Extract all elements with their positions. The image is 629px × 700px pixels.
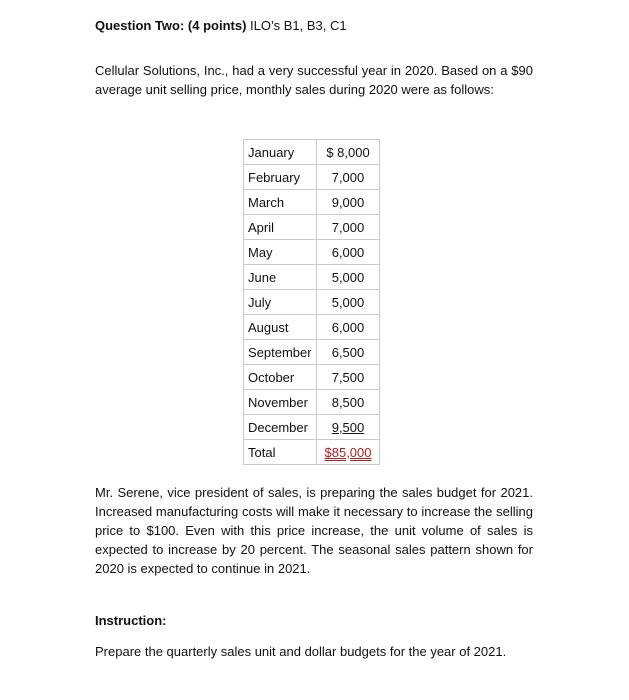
sales-cell: 7,500 bbox=[317, 365, 380, 390]
month-cell: September bbox=[244, 340, 317, 365]
month-cell: June bbox=[244, 265, 317, 290]
question-heading bbox=[95, 18, 347, 33]
total-value: $85,000 bbox=[317, 440, 380, 465]
month-cell: July bbox=[244, 290, 317, 315]
table-row bbox=[244, 165, 380, 190]
month-cell: March bbox=[244, 190, 317, 215]
intro-paragraph: Cellular Solutions, Inc., had a very successful year in 2020. Based on a $90 average unit selling price, monthly sales during 2020 were as follows: bbox=[95, 63, 533, 97]
table-row bbox=[244, 240, 380, 265]
sales-cell: 6,000 bbox=[317, 315, 380, 340]
question-ilos: ILO’s B1, B3, C1 bbox=[246, 18, 347, 33]
sales-cell: 9,000 bbox=[317, 190, 380, 215]
total-label: Total bbox=[244, 440, 317, 465]
table-row bbox=[244, 215, 380, 240]
sales-cell: 6,000 bbox=[317, 240, 380, 265]
sales-cell: 7,000 bbox=[317, 165, 380, 190]
sales-cell: 8,500 bbox=[317, 390, 380, 415]
table-row bbox=[244, 415, 380, 440]
sales-cell: $ 8,000 bbox=[317, 140, 380, 165]
month-cell: May bbox=[244, 240, 317, 265]
instruction-title: Instruction: bbox=[95, 613, 167, 628]
table-row bbox=[244, 265, 380, 290]
table-row bbox=[244, 365, 380, 390]
month-cell: October bbox=[244, 365, 317, 390]
month-cell: August bbox=[244, 315, 317, 340]
total-row bbox=[244, 440, 380, 465]
sales-cell: 9,500 bbox=[317, 415, 380, 440]
table-row bbox=[244, 140, 380, 165]
month-cell: April bbox=[244, 215, 317, 240]
table-row bbox=[244, 190, 380, 215]
question-title: Question Two: (4 points) bbox=[95, 18, 247, 33]
sales-cell: 6,500 bbox=[317, 340, 380, 365]
sales-cell: 5,000 bbox=[317, 265, 380, 290]
table-row bbox=[244, 340, 380, 365]
body-paragraph: Mr. Serene, vice president of sales, is preparing the sales budget for 2021. Increased manufacturing costs will make it necessary to increase the selling price to $100. Even with this price increase, the unit volume of sales is expected to increase by 20 percent. The seasonal sales pattern shown for 2020 is expected to continue in 2021. bbox=[95, 485, 533, 576]
sales-cell: 5,000 bbox=[317, 290, 380, 315]
month-cell: February bbox=[244, 165, 317, 190]
table-row bbox=[244, 315, 380, 340]
monthly-sales-table bbox=[243, 139, 380, 465]
month-cell: November bbox=[244, 390, 317, 415]
table-row bbox=[244, 290, 380, 315]
month-cell: January bbox=[244, 140, 317, 165]
month-cell: December bbox=[244, 415, 317, 440]
sales-cell: 7,000 bbox=[317, 215, 380, 240]
instruction-text: Prepare the quarterly sales unit and dollar budgets for the year of 2021. bbox=[95, 644, 507, 659]
table-row bbox=[244, 390, 380, 415]
